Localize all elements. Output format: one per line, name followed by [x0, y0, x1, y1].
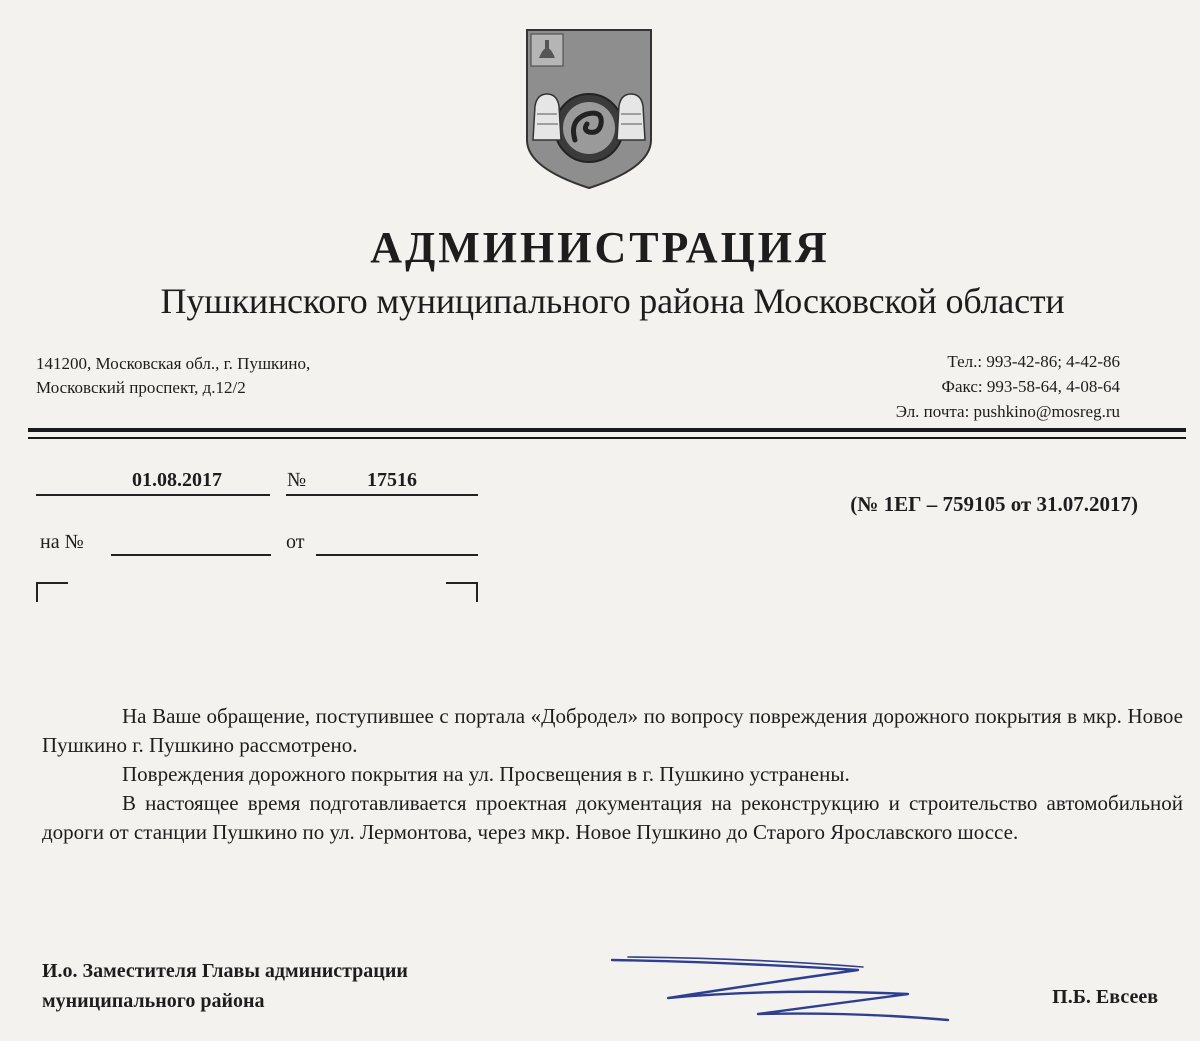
contacts-block: [896, 349, 1120, 424]
email-text: Эл. почта: pushkino@mosreg.ru: [895, 402, 1120, 421]
letter-body: [42, 702, 1183, 847]
address-line: Московский проспект, д.12/2: [36, 378, 246, 397]
handwritten-signature: [608, 948, 953, 1028]
coat-of-arms-icon: [525, 28, 653, 190]
organization-subtitle: Пушкинского муниципального района Московской области: [160, 281, 1065, 321]
address-line: 141200, Московская обл., г. Пушкино,: [36, 354, 311, 373]
body-paragraph: В настоящее время подготавливается проектная документация на реконструкцию и строительство автомобильной дороги от станции Пушкино по ул. Лермонтова, через мкр. Новое Пушкино до Старого Ярославского шоссе.: [42, 791, 1183, 844]
fax-text: Факс: 993-58-64, 4-08-64: [941, 377, 1120, 396]
header-divider-thin: [28, 437, 1186, 439]
body-paragraph: На Ваше обращение, поступившее с портала «Добродел» по вопросу повреждения дорожного покрытия в мкр. Новое Пушкино г. Пушкино рассмотрено.: [42, 704, 1183, 757]
signatory-name: П.Б. Евсеев: [1052, 986, 1158, 1008]
outgoing-date: 01.08.2017: [132, 469, 222, 491]
number-label: №: [287, 469, 307, 491]
organization-heading: АДМИНИСТРАЦИЯ: [370, 223, 830, 272]
signatory-position: [42, 956, 408, 1016]
reply-to-label: на №: [40, 531, 84, 553]
body-paragraph: Повреждения дорожного покрытия на ул. Просвещения в г. Пушкино устранены.: [122, 762, 850, 786]
reply-number-underline: [111, 554, 271, 556]
number-underline: [286, 494, 478, 496]
outgoing-number: 17516: [367, 469, 417, 491]
position-line: И.о. Заместителя Главы администрации: [42, 960, 408, 982]
date-underline: [36, 494, 270, 496]
address-block: [36, 352, 310, 400]
address-corner-left: [36, 582, 68, 602]
from-date-underline: [316, 554, 478, 556]
address-corner-right: [446, 582, 478, 602]
reference-number: (№ 1ЕГ – 759105 от 31.07.2017): [850, 492, 1138, 516]
from-label: от: [286, 531, 305, 553]
header-divider-thick: [28, 428, 1186, 432]
position-line: муниципального района: [42, 990, 265, 1012]
phone-text: Тел.: 993-42-86; 4-42-86: [947, 352, 1120, 371]
